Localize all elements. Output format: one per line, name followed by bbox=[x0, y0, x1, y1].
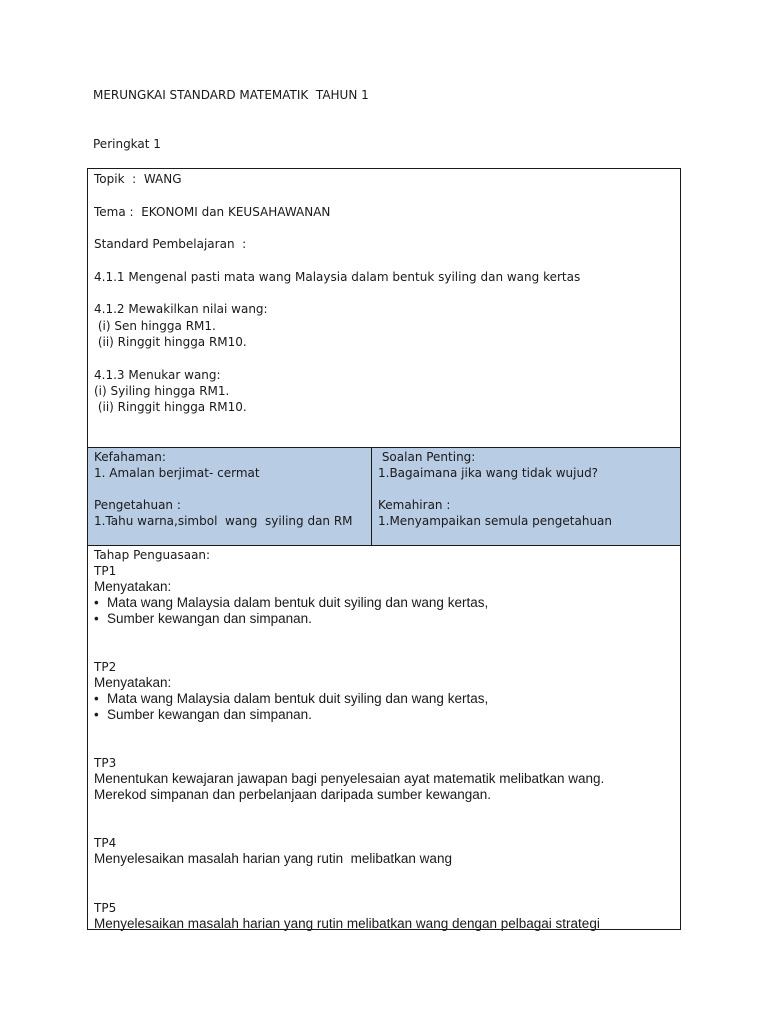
tp2-intro: Menyatakan: bbox=[94, 675, 172, 690]
grid-row-knowledge bbox=[87, 496, 681, 546]
kefahaman-value: 1. Amalan berjimat- cermat bbox=[94, 466, 260, 480]
theme-line: Tema : EKONOMI dan KEUSAHAWANAN bbox=[94, 204, 331, 219]
kemahiran-label: Kemahiran : bbox=[378, 498, 451, 512]
pengetahuan-value: 1.Tahu warna,simbol wang syiling dan RM bbox=[94, 514, 353, 528]
tp5-label: TP5 bbox=[94, 901, 117, 915]
document-title: MERUNGKAI STANDARD MATEMATIK TAHUN 1 bbox=[93, 88, 369, 102]
grid-row-understanding bbox=[87, 447, 681, 497]
tp4-label: TP4 bbox=[94, 836, 117, 850]
mastery-heading: Tahap Penguasaan: bbox=[94, 548, 211, 562]
bullet-text: Mata wang Malaysia dalam bentuk duit syiling dan wang kertas, bbox=[107, 691, 489, 706]
standard-4-1-3-i: (i) Syiling hingga RM1. bbox=[94, 383, 230, 398]
level-label: Peringkat 1 bbox=[93, 137, 161, 151]
standard-4-1-2-i: (i) Sen hingga RM1. bbox=[94, 318, 216, 333]
standard-4-1-3-ii: (ii) Ringgit hingga RM10. bbox=[94, 400, 247, 415]
tp2-bullet-2 bbox=[94, 707, 674, 723]
pengetahuan-cell bbox=[87, 496, 372, 546]
mastery-box bbox=[87, 545, 681, 930]
kemahiran-value: 1.Menyampaikan semula pengetahuan bbox=[378, 514, 613, 528]
tp1-intro: Menyatakan: bbox=[94, 579, 172, 594]
kefahaman-label: Kefahaman: bbox=[94, 450, 166, 464]
bullet-icon: • bbox=[94, 707, 99, 722]
pengetahuan-label: Pengetahuan : bbox=[94, 498, 181, 512]
kefahaman-cell bbox=[87, 447, 372, 497]
kemahiran-cell bbox=[372, 496, 681, 546]
tp2-label: TP2 bbox=[94, 660, 117, 674]
standard-4-1-3: 4.1.3 Menukar wang: bbox=[94, 367, 221, 382]
soalan-label: Soalan Penting: bbox=[378, 450, 476, 464]
bullet-text: Mata wang Malaysia dalam bentuk duit syiling dan wang kertas, bbox=[107, 595, 489, 610]
bullet-icon: • bbox=[94, 595, 99, 610]
bullet-text: Sumber kewangan dan simpanan. bbox=[107, 611, 312, 626]
standard-4-1-2-ii: (ii) Ringgit hingga RM10. bbox=[94, 334, 247, 349]
tp3-line-2: Merekod simpanan dan perbelanjaan daripada sumber kewangan. bbox=[94, 787, 492, 802]
tp4-line-1: Menyelesaikan masalah harian yang rutin melibatkan wang bbox=[94, 851, 452, 866]
tp3-line-1: Menentukan kewajaran jawapan bagi penyelesaian ayat matematik melibatkan wang. bbox=[94, 771, 605, 786]
soalan-value: 1.Bagaimana jika wang tidak wujud? bbox=[378, 466, 599, 480]
tp1-bullet-2 bbox=[94, 611, 674, 627]
tp1-label: TP1 bbox=[94, 564, 117, 578]
topic-line: Topik : WANG bbox=[94, 172, 182, 186]
bullet-text: Sumber kewangan dan simpanan. bbox=[107, 707, 312, 722]
tp1-bullet-1 bbox=[94, 595, 674, 611]
tp2-bullet-1 bbox=[94, 691, 674, 707]
standard-4-1-2: 4.1.2 Mewakilkan nilai wang: bbox=[94, 302, 268, 317]
bullet-icon: • bbox=[94, 611, 99, 626]
tp3-label: TP3 bbox=[94, 756, 117, 770]
bullet-icon: • bbox=[94, 691, 99, 706]
soalan-cell bbox=[372, 447, 681, 497]
standard-4-1-1: 4.1.1 Mengenal pasti mata wang Malaysia dalam bentuk syiling dan wang kertas bbox=[94, 269, 581, 284]
tp5-line-1: Menyelesaikan masalah harian yang rutin melibatkan wang dengan pelbagai strategi bbox=[94, 916, 600, 931]
topic-box bbox=[87, 168, 681, 448]
standard-heading: Standard Pembelajaran : bbox=[94, 237, 247, 252]
